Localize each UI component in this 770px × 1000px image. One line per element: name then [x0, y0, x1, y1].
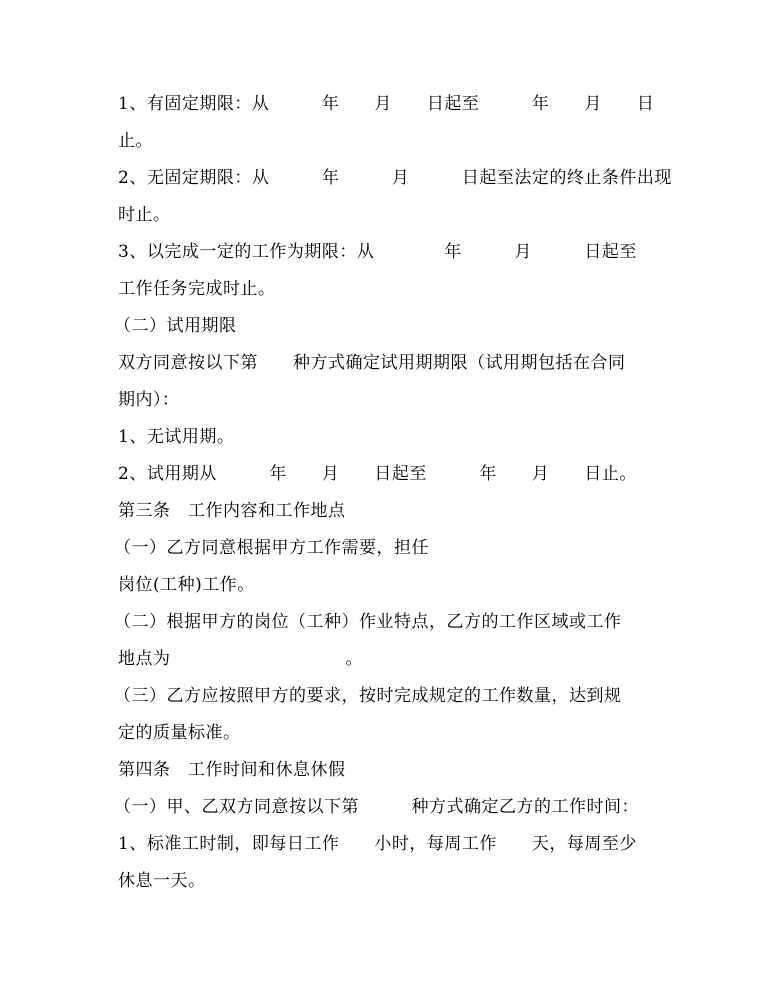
term-fixed-period: 1、有固定期限：从 年 月 日起至 年 月 日 — [118, 94, 655, 114]
article-four-heading: 第四条 工作时间和休息休假 — [118, 760, 346, 780]
term-task-based-end: 工作任务完成时止。 — [118, 279, 276, 299]
probation-period: 2、试用期从 年 月 日起至 年 月 日止。 — [118, 464, 637, 484]
work-location-cont: 地点为 。 — [118, 649, 363, 669]
work-content-position-cont: 岗位(工种)工作。 — [118, 575, 255, 595]
work-content-position: （一）乙方同意根据甲方工作需要，担任 — [114, 538, 429, 558]
probation-intro: 双方同意按以下第 种方式确定试用期期限（试用期包括在合同 — [118, 353, 626, 373]
work-quality-cont: 定的质量标准。 — [118, 723, 241, 743]
working-hours-intro: （一）甲、乙双方同意按以下第 种方式确定乙方的工作时间： — [114, 797, 639, 817]
standard-hours: 1、标准工时制，即每日工作 小时，每周工作 天，每周至少 — [118, 834, 637, 854]
term-fixed-period-end: 止。 — [118, 131, 153, 151]
section-probation-heading: （二）试用期限 — [114, 316, 237, 336]
work-quality: （三）乙方应按照甲方的要求，按时完成规定的工作数量，达到规 — [114, 686, 622, 706]
probation-intro-cont: 期内）： — [118, 390, 180, 410]
term-open-ended-end: 时止。 — [118, 205, 171, 225]
term-task-based: 3、以完成一定的工作为期限：从 年 月 日起至 — [118, 242, 637, 262]
work-location: （二）根据甲方的岗位（工种）作业特点，乙方的工作区域或工作 — [114, 612, 622, 632]
standard-hours-cont: 休息一天。 — [118, 871, 206, 891]
article-three-heading: 第三条 工作内容和工作地点 — [118, 501, 346, 521]
probation-none: 1、无试用期。 — [118, 427, 235, 447]
term-open-ended: 2、无固定期限：从 年 月 日起至法定的终止条件出现 — [118, 168, 672, 188]
